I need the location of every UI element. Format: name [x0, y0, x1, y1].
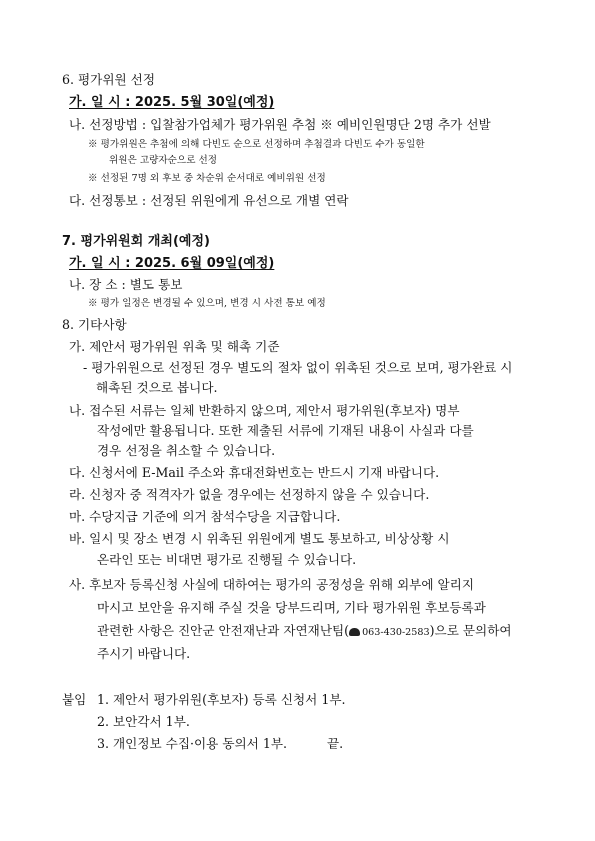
section-8-item-g-line-4: 주시기 바랍니다. — [97, 646, 191, 661]
section-8-item-g-line-2: 마시고 보안을 유지해 주실 것을 당부드리며, 기타 평가위원 후보등록과 — [97, 600, 486, 615]
section-8-title: 8. 기타사항 — [62, 317, 127, 332]
phone-number: 063-430-2583 — [362, 627, 430, 638]
section-8-item-f-line-1: 바. 일시 및 장소 변경 시 위촉된 위원에게 별도 통보하고, 비상상황 시 — [69, 531, 450, 546]
section-8-item-c: 다. 신청서에 E-Mail 주소와 휴대전화번호는 반드시 기재 바랍니다. — [69, 465, 440, 480]
contact-text-end: )으로 문의하여 — [429, 623, 512, 638]
section-8-item-d: 라. 신청자 중 적격자가 없을 경우에는 선정하지 않을 수 있습니다. — [69, 487, 430, 502]
section-7-date: 가. 일 시 : 2025. 6월 09일(예정) — [69, 256, 275, 271]
section-7-title: 7. 평가위원회 개최(예정) — [62, 234, 210, 249]
end-mark: 끝. — [327, 736, 344, 751]
section-6-note-2: ※ 선정된 7명 외 후보 중 차순위 순서대로 예비위원 선정 — [88, 173, 326, 184]
section-8-item-b-line-1: 나. 접수된 서류는 일체 반환하지 않으며, 제안서 평가위원(후보자) 명부 — [69, 403, 460, 418]
attachment-item-1: 1. 제안서 평가위원(후보자) 등록 신청서 1부. — [97, 692, 346, 707]
section-7-note: ※ 평가 일정은 변경될 수 있으며, 변경 시 사전 통보 예정 — [88, 298, 326, 309]
attachment-item-2: 2. 보안각서 1부. — [97, 714, 190, 729]
section-8-item-e: 마. 수당지급 기준에 의거 참석수당을 지급합니다. — [69, 509, 341, 524]
attachment-item-3: 3. 개인정보 수집·이용 동의서 1부. — [97, 736, 288, 751]
section-8-item-a: 가. 제안서 평가위원 위촉 및 해촉 기준 — [69, 339, 280, 354]
section-8-item-b-line-3: 경우 선정을 취소할 수 있습니다. — [97, 443, 276, 458]
section-6-title: 6. 평가위원 선정 — [62, 72, 156, 87]
section-6-date: 가. 일 시 : 2025. 5월 30일(예정) — [69, 95, 275, 110]
section-6-notice: 다. 선정통보 : 선정된 위원에게 유선으로 개별 연락 — [69, 193, 349, 208]
attachment-label: 붙임 — [62, 692, 87, 707]
section-7-place: 나. 장 소 : 별도 통보 — [69, 277, 183, 292]
section-6-note-1-cont: 위원은 고량자순으로 선정 — [109, 155, 218, 166]
section-6-method: 나. 선정방법 : 입찰참가업체가 평가위원 추첨 ※ 예비인원명단 2명 추가 선발 — [69, 117, 491, 132]
phone-icon — [349, 628, 360, 636]
section-8-item-g-line-1: 사. 후보자 등록신청 사실에 대하여는 평가의 공정성을 위해 외부에 알리지 — [69, 577, 474, 592]
section-8-item-b-line-2: 작성에만 활용됩니다. 또한 제출된 서류에 기재된 내용이 사실과 다를 — [97, 423, 474, 438]
section-8-item-f-line-2: 온라인 또는 비대면 평가로 진행될 수 있습니다. — [97, 552, 357, 567]
contact-text: 관련한 사항은 진안군 안전재난과 자연재난팀( — [97, 623, 350, 638]
section-8-item-a-dash-2: 해촉된 것으로 봅니다. — [96, 380, 218, 395]
section-8-item-a-dash-1: - 평가위원으로 선정된 경우 별도의 절차 없이 위촉된 것으로 보며, 평가완료 시 — [83, 360, 513, 375]
section-8-item-g-line-3 — [97, 623, 512, 639]
section-6-note-1: ※ 평가위원은 추첨에 의해 다빈도 순으로 선정하며 추첨결과 다빈도 수가 동일한 — [88, 139, 425, 150]
